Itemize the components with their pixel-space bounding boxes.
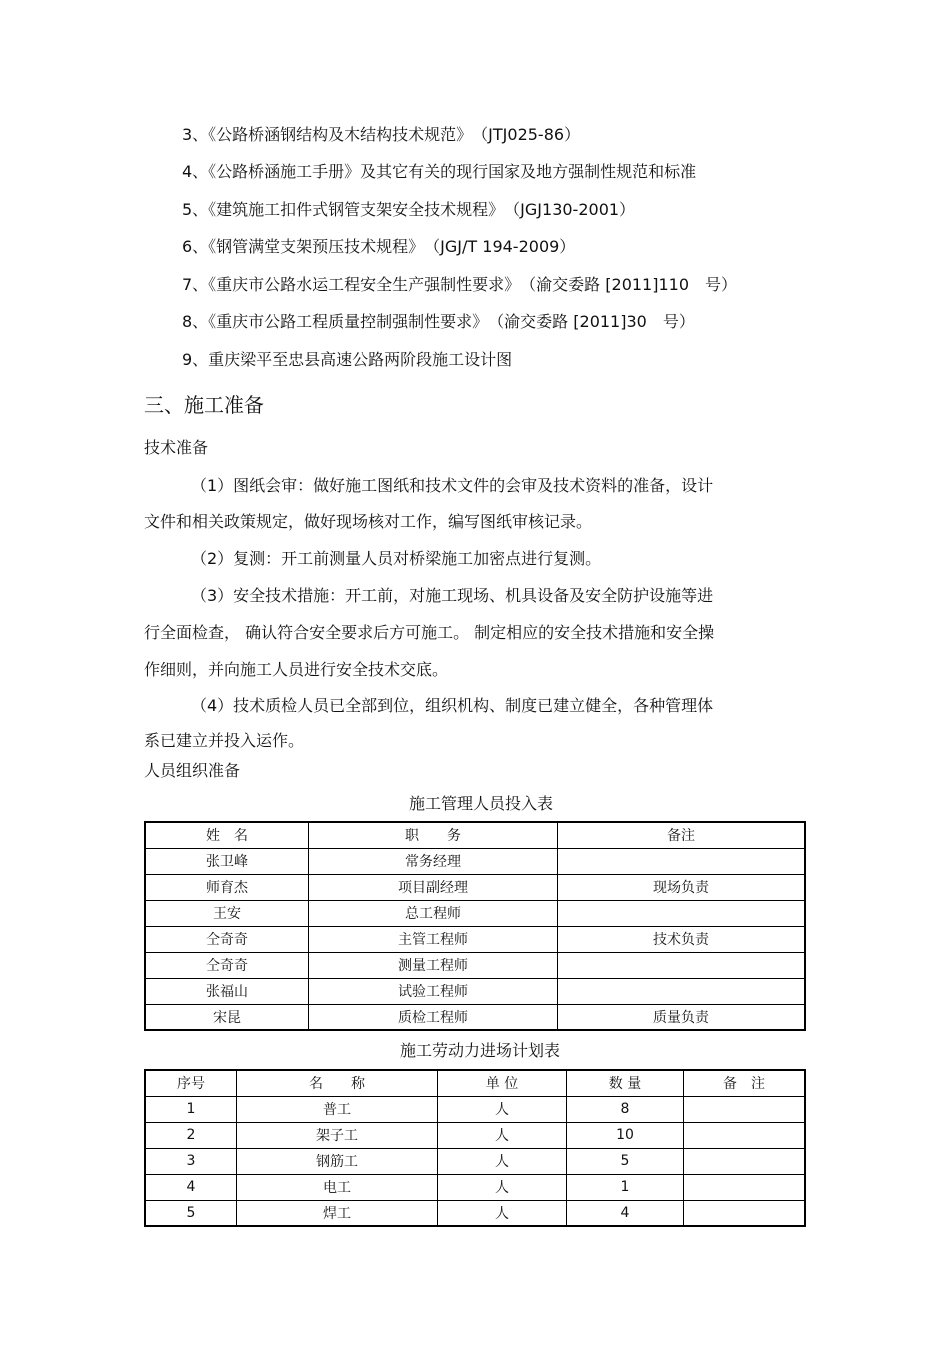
cell-name: 仝奇奇 [145,952,309,978]
paragraph-1-line-2: 文件和相关政策规定，做好现场核对工作，编写图纸审核记录。 [144,512,593,531]
reference-item-8: 8、《重庆市公路工程质量控制强制性要求》 （渝交委路 [2011]30 号） [182,312,695,331]
reference-item-7: 7、《重庆市公路水运工程安全生产强制性要求》 （渝交委路 [2011]110 号） [182,275,738,294]
reference-item-4: 4、《公路桥涵施工手册》及其它有关的现行国家及地方强制性规范和标准 [182,162,697,181]
table-row [145,848,805,874]
header-remark: 备注 [558,822,806,848]
labor-table-caption: 施工劳动力进场计划表 [400,1041,561,1060]
table-header-row [145,822,805,848]
tech-prep-heading: 技术准备 [144,438,209,457]
paragraph-1-line-1: （1）图纸会审：做好施工图纸和技术文件的会审及技术资料的准备，设计 [191,476,714,495]
cell-remark: 技术负责 [558,926,806,952]
cell-seq: 1 [145,1096,237,1122]
cell-unit: 人 [438,1096,567,1122]
cell-name: 张卫峰 [145,848,309,874]
cell-seq: 2 [145,1122,237,1148]
cell-name: 宋昆 [145,1004,309,1030]
cell-seq: 3 [145,1148,237,1174]
header-remark: 备 注 [684,1070,806,1096]
staff-table-caption: 施工管理人员投入表 [409,794,554,813]
table-row [145,1148,805,1174]
cell-position: 试验工程师 [309,978,558,1004]
paragraph-4-line-2: 系已建立并投入运作。 [144,731,305,750]
cell-position: 质检工程师 [309,1004,558,1030]
header-position: 职 务 [309,822,558,848]
header-trade: 名 称 [237,1070,438,1096]
table-row [145,1004,805,1030]
cell-unit: 人 [438,1122,567,1148]
cell-trade: 普工 [237,1096,438,1122]
cell-position: 主管工程师 [309,926,558,952]
cell-position: 总工程师 [309,900,558,926]
section-title: 三、施工准备 [144,393,264,417]
table-row [145,952,805,978]
cell-quantity: 1 [567,1174,684,1200]
cell-remark: 质量负责 [558,1004,806,1030]
staff-prep-heading: 人员组织准备 [144,761,241,780]
cell-trade: 焊工 [237,1200,438,1226]
cell-position: 项目副经理 [309,874,558,900]
cell-unit: 人 [438,1148,567,1174]
cell-unit: 人 [438,1200,567,1226]
cell-position: 常务经理 [309,848,558,874]
cell-trade: 电工 [237,1174,438,1200]
header-quantity: 数 量 [567,1070,684,1096]
reference-item-9: 9、重庆梁平至忠县高速公路两阶段施工设计图 [182,350,513,369]
table-row [145,874,805,900]
cell-remark [684,1096,806,1122]
labor-table [144,1069,806,1227]
paragraph-3-line-3: 作细则，并向施工人员进行安全技术交底。 [144,660,449,679]
reference-item-6: 6、《钢管满堂支架预压技术规程》 （JGJ/T 194-2009） [182,237,576,256]
reference-item-5: 5、《建筑施工扣件式钢管支架安全技术规程》 （JGJ130-2001） [182,200,636,219]
table-row [145,900,805,926]
cell-remark [684,1148,806,1174]
cell-remark: 现场负责 [558,874,806,900]
table-row [145,926,805,952]
table-row [145,1122,805,1148]
cell-remark [684,1174,806,1200]
cell-trade: 钢筋工 [237,1148,438,1174]
cell-remark [684,1200,806,1226]
header-seq: 序号 [145,1070,237,1096]
cell-remark [558,978,806,1004]
paragraph-4-line-1: （4）技术质检人员已全部到位，组织机构、制度已建立健全，各种管理体 [191,696,714,715]
cell-name: 仝奇奇 [145,926,309,952]
cell-quantity: 8 [567,1096,684,1122]
header-name: 姓 名 [145,822,309,848]
cell-remark [558,848,806,874]
cell-seq: 4 [145,1174,237,1200]
cell-name: 张福山 [145,978,309,1004]
paragraph-2-line-1: （2）复测：开工前测量人员对桥梁施工加密点进行复测。 [191,549,602,568]
cell-quantity: 5 [567,1148,684,1174]
table-row [145,1174,805,1200]
paragraph-3-line-2: 行全面检查， 确认符合安全要求后方可施工。 制定相应的安全技术措施和安全操 [144,623,715,642]
cell-unit: 人 [438,1174,567,1200]
cell-quantity: 10 [567,1122,684,1148]
table-row [145,1200,805,1226]
paragraph-3-line-1: （3）安全技术措施：开工前，对施工现场、机具设备及安全防护设施等进 [191,586,714,605]
reference-item-3: 3、《公路桥涵钢结构及木结构技术规范》 （JTJ025-86） [182,125,581,144]
table-row [145,978,805,1004]
cell-remark [558,952,806,978]
cell-quantity: 4 [567,1200,684,1226]
table-header-row [145,1070,805,1096]
cell-position: 测量工程师 [309,952,558,978]
cell-name: 王安 [145,900,309,926]
cell-name: 师育杰 [145,874,309,900]
table-row [145,1096,805,1122]
header-unit: 单 位 [438,1070,567,1096]
cell-remark [684,1122,806,1148]
staff-table [144,821,806,1031]
cell-trade: 架子工 [237,1122,438,1148]
cell-remark [558,900,806,926]
cell-seq: 5 [145,1200,237,1226]
